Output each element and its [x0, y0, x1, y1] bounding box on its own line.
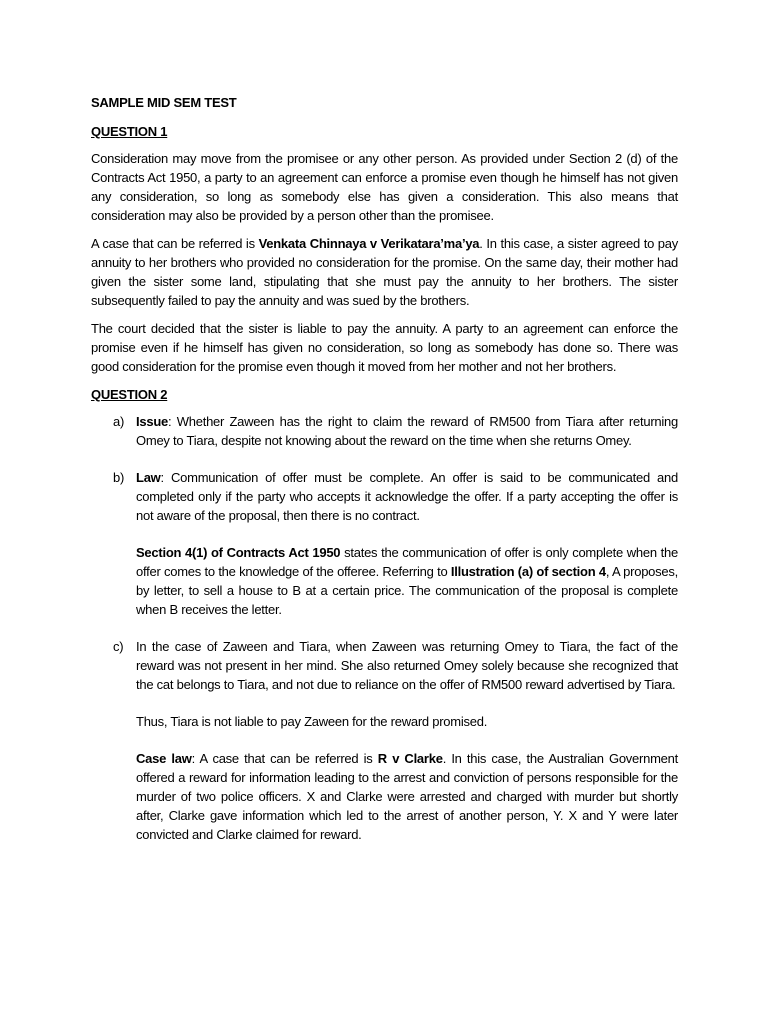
q1-p2-intro: A case that can be referred is	[91, 236, 259, 251]
list-marker: c)	[113, 639, 124, 654]
question-1-paragraph-3: The court decided that the sister is liable to pay the annuity. A party to an agreement can enforce the promise even if he himself has given no consideration, so long as somebody has done so. There was good consideration for the promise even though it moved from her mother and not her brothers.	[91, 321, 678, 374]
question-2-list	[91, 412, 678, 844]
q1-p2-body: . In this case, a sister agreed to pay annuity to her brothers who provided no consideration for the promise. On the same day, their mother had given the sister some land, stipulating that she must pay the annuity to her brothers. The sister subsequently failed to pay the annuity and was sued by the brothers.	[91, 236, 678, 308]
question-1-paragraph-1: Consideration may move from the promisee or any other person. As provided under Section 2 (d) of the Contracts Act 1950, a party to an agreement can enforce a promise even though he himself has not given any consideration, so long as somebody else has given a consideration. This also means that consideration may also be provided by a person other than the promisee.	[91, 151, 678, 223]
question-1-paragraph-2	[91, 234, 678, 310]
case-law-intro: : A case that can be referred is	[191, 751, 378, 766]
conclusion-paragraph: Thus, Tiara is not liable to pay Zaween for the reward promised.	[136, 714, 488, 729]
law-paragraph	[136, 468, 678, 525]
document-title: SAMPLE MID SEM TEST	[91, 95, 237, 110]
law-label: Law	[136, 470, 161, 485]
issue-label: Issue	[136, 414, 168, 429]
question-1-heading: QUESTION 1	[91, 124, 168, 139]
list-marker: a)	[113, 414, 125, 429]
case-law-label: Case law	[136, 751, 192, 766]
illustration-reference: Illustration (a) of section 4	[450, 564, 606, 579]
issue-text: : Whether Zaween has the right to claim the reward of RM500 from Tiara after returning Omey to Tiara, despite not knowing about the reward on the time when she returns Omey.	[136, 414, 678, 448]
question-2-heading: QUESTION 2	[91, 387, 168, 402]
document-body	[91, 93, 678, 862]
application-paragraph: In the case of Zaween and Tiara, when Zaween was returning Omey to Tiara, the fact of the reward was not present in her mind. She also returned Omey solely because she recognized that the cat belongs to Tiara, and not due to reliance on the offer of RM500 reward advertised by Tiara.	[136, 639, 678, 692]
case-name-r-v-clarke: R v Clarke	[377, 751, 443, 766]
list-item-application	[91, 637, 678, 844]
case-name-venkata: Venkata Chinnaya v Verikatara’ma’ya	[258, 236, 480, 251]
section-4-text: states the communication of offer is only complete when the offer comes to the knowledge of the offeree. Referring to	[136, 545, 678, 579]
law-text: : Communication of offer must be complete. An offer is said to be communicated and completed only if the party who accepts it acknowledge the offer. If a party accepting the offer is not aware of the proposal, then there is no contract.	[136, 470, 678, 523]
list-item-issue	[91, 412, 678, 450]
case-law-text: . In this case, the Australian Government offered a reward for information leading to the arrest and conviction of persons responsible for the murder of two police officers. X and Clarke were arrested and charged with murder but shortly after, Clarke gave information which led to the arrest of another person, Y. X and Y were later convicted and Clarke claimed for reward.	[136, 751, 678, 842]
section-reference: Section 4(1) of Contracts Act 1950	[136, 545, 341, 560]
list-marker: b)	[113, 470, 125, 485]
issue-paragraph	[136, 412, 678, 450]
case-law-paragraph	[136, 749, 678, 844]
list-item-law	[91, 468, 678, 619]
section-4-paragraph	[136, 543, 678, 619]
illustration-text: , A proposes, by letter, to sell a house to B at a certain price. The communication of the proposal is complete when B receives the letter.	[136, 564, 679, 617]
